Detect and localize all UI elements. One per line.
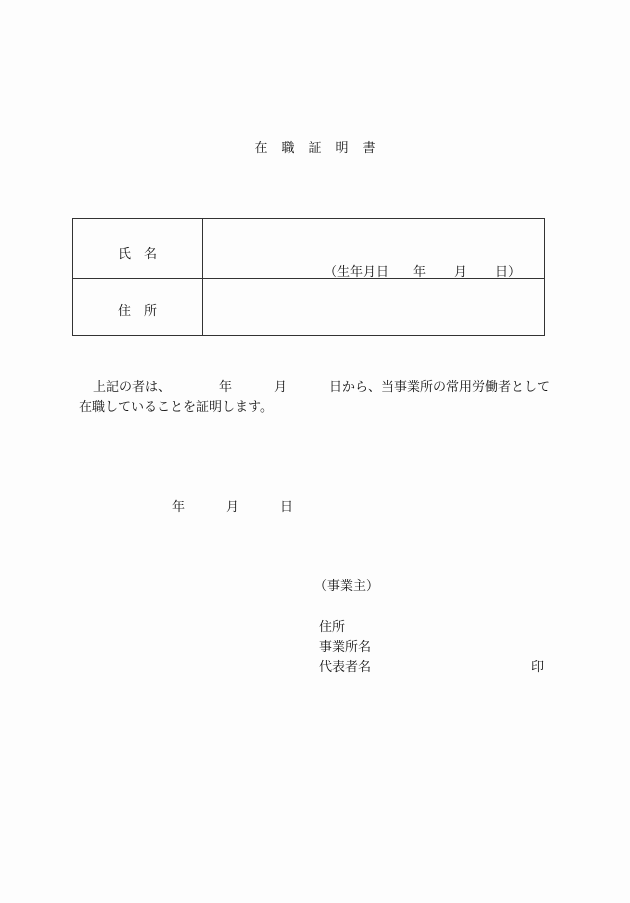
name-field[interactable] bbox=[203, 219, 545, 279]
cert-suffix: 日から、当事業所の常用労働者として bbox=[329, 380, 551, 395]
address-field[interactable] bbox=[203, 279, 545, 336]
certification-line-2: 在職していることを証明します。 bbox=[79, 400, 273, 415]
business-name-label: 事業所名 bbox=[319, 640, 372, 655]
certification-line-1 bbox=[80, 381, 560, 394]
name-row bbox=[73, 219, 545, 279]
birth-open: （生年月日 bbox=[323, 265, 389, 280]
name-label: 氏 名 bbox=[117, 247, 157, 262]
representative-label: 代表者名 bbox=[319, 660, 372, 675]
name-label-cell bbox=[73, 219, 203, 279]
employee-info-table bbox=[72, 218, 545, 336]
address-label-cell bbox=[73, 279, 203, 336]
cert-year: 年 bbox=[219, 380, 233, 395]
address-row bbox=[73, 279, 545, 336]
birth-day: 日） bbox=[494, 265, 521, 280]
title-char: 明 bbox=[335, 141, 349, 156]
issue-date-year: 年 bbox=[172, 500, 186, 515]
issue-date-day: 日 bbox=[280, 500, 294, 515]
title-char: 職 bbox=[281, 141, 295, 156]
employer-heading: （事業主） bbox=[314, 579, 380, 594]
document-title bbox=[0, 142, 630, 155]
title-char: 書 bbox=[362, 141, 376, 156]
seal-mark: 印 bbox=[531, 660, 545, 675]
employer-address-label: 住所 bbox=[319, 620, 346, 635]
address-label: 住 所 bbox=[117, 304, 157, 319]
birth-month: 月 bbox=[453, 265, 467, 280]
title-char: 在 bbox=[254, 141, 268, 156]
cert-month: 月 bbox=[274, 380, 288, 395]
issue-date-month: 月 bbox=[226, 500, 240, 515]
birth-year: 年 bbox=[412, 265, 426, 280]
title-char: 証 bbox=[308, 141, 322, 156]
birth-date bbox=[324, 261, 521, 280]
cert-prefix: 上記の者は、 bbox=[93, 380, 172, 395]
